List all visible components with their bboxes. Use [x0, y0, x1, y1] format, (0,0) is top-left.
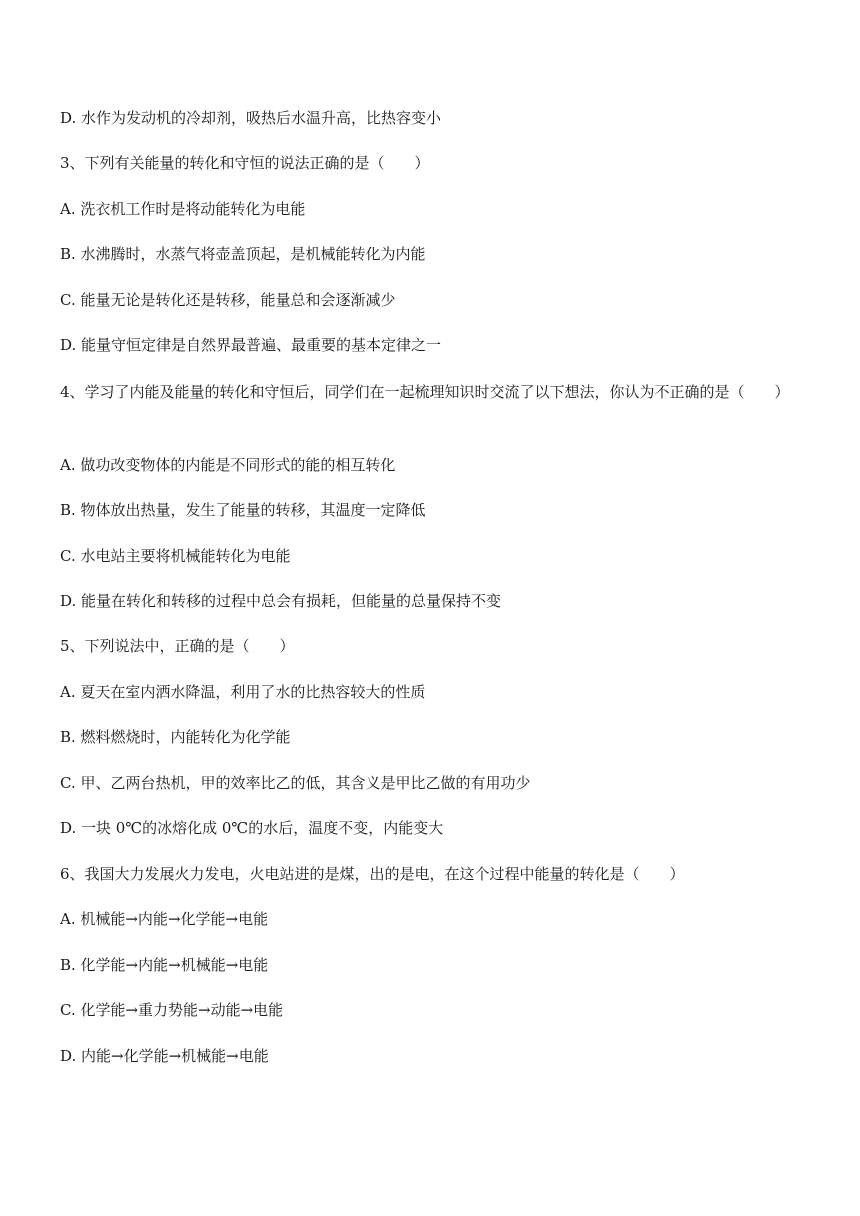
- q3-option-a: A. 洗衣机工作时是将动能转化为电能: [60, 200, 306, 218]
- q6-option-a: A. 机械能→内能→化学能→电能: [60, 910, 269, 928]
- q6-stem: 6、我国大力发展火力发电，火电站进的是煤，出的是电，在这个过程中能量的转化是（ ）: [60, 865, 685, 883]
- q3-option-b: B. 水沸腾时，水蒸气将壶盖顶起，是机械能转化为内能: [60, 245, 426, 263]
- q4-option-b: B. 物体放出热量，发生了能量的转移，其温度一定降低: [60, 501, 426, 519]
- q4-option-d: D. 能量在转化和转移的过程中总会有损耗，但能量的总量保持不变: [60, 592, 502, 610]
- q2-option-d: D. 水作为发动机的冷却剂，吸热后水温升高，比热容变小: [60, 109, 442, 127]
- q6-option-d: D. 内能→化学能→机械能→电能: [60, 1047, 269, 1065]
- q6-option-c: C. 化学能→重力势能→动能→电能: [60, 1001, 284, 1019]
- q5-stem: 5、下列说法中，正确的是（ ）: [60, 637, 295, 655]
- q4-option-a: A. 做功改变物体的内能是不同形式的能的相互转化: [60, 456, 396, 474]
- q5-option-d: D. 一块 0℃的冰熔化成 0℃的水后，温度不变，内能变大: [60, 819, 444, 837]
- q4-stem: 4、学习了内能及能量的转化和守恒后，同学们在一起梳理知识时交流了以下想法，你认为不正确的是（ ）: [60, 383, 790, 401]
- q3-option-c: C. 能量无论是转化还是转移，能量总和会逐渐减少: [60, 291, 396, 309]
- q6-option-b: B. 化学能→内能→机械能→电能: [60, 956, 269, 974]
- q5-option-c: C. 甲、乙两台热机，甲的效率比乙的低，其含义是甲比乙做的有用功少: [60, 774, 531, 792]
- q5-option-b: B. 燃料燃烧时，内能转化为化学能: [60, 728, 291, 746]
- q3-stem: 3、下列有关能量的转化和守恒的说法正确的是（ ）: [60, 154, 430, 172]
- q3-option-d: D. 能量守恒定律是自然界最普遍、最重要的基本定律之一: [60, 336, 442, 354]
- q5-option-a: A. 夏天在室内洒水降温，利用了水的比热容较大的性质: [60, 683, 426, 701]
- q4-option-c: C. 水电站主要将机械能转化为电能: [60, 547, 291, 565]
